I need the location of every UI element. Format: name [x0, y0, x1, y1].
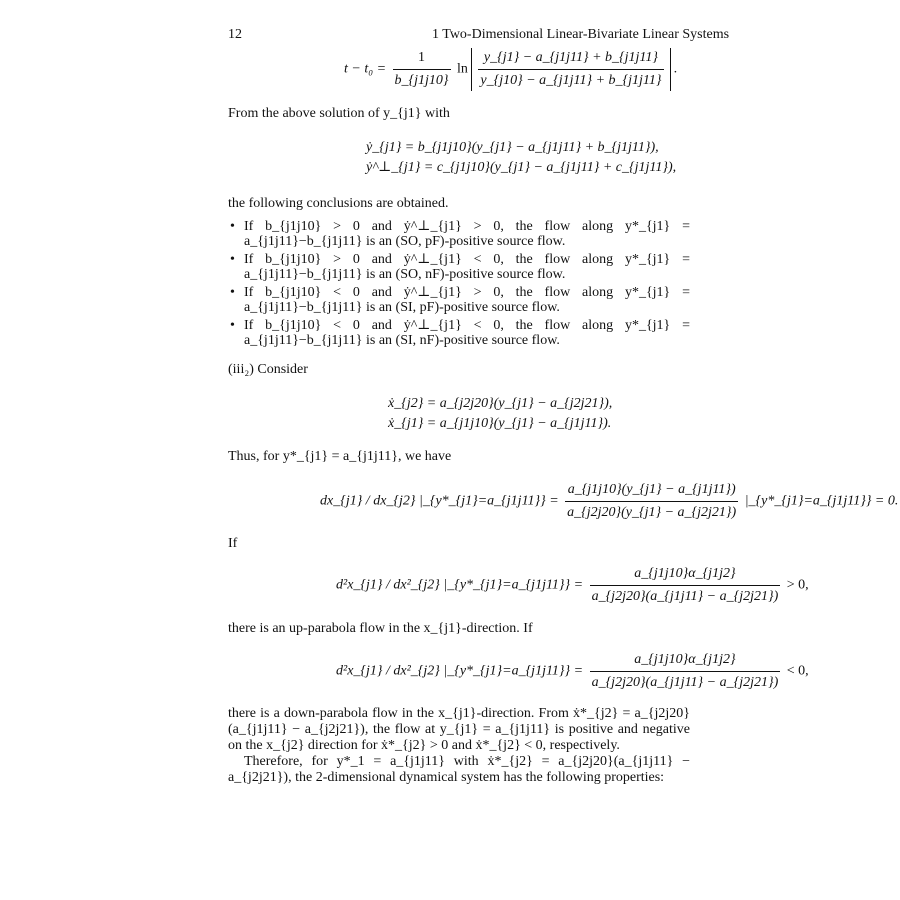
eq5-rhs: > 0,	[786, 577, 809, 593]
eq5-denominator: a_{j2j20}(a_{j1j11} − a_{j2j21})	[591, 589, 779, 604]
eq4-fraction	[565, 480, 738, 523]
eq3-line1: ẋ_{j2} = a_{j2j20}(y_{j1} − a_{j2j21}),	[388, 396, 613, 411]
equation-time-solution	[344, 48, 678, 91]
eq1-abs-fraction	[478, 48, 663, 91]
eq2-line1: ẏ_{j1} = b_{j1j10}(y_{j1} − a_{j1j11} + b_{j1j11}),	[366, 140, 659, 155]
eq4-numerator: a_{j1j10}(y_{j1} − a_{j1j11})	[565, 480, 738, 502]
eq3-line2: ẋ_{j1} = a_{j1j10}(y_{j1} − a_{j1j11}).	[388, 416, 612, 431]
paragraph-consider: (iii₂) Consider	[228, 362, 308, 377]
list-item: • If b_{j1j10} < 0 and ẏ^⊥_{j1} < 0, the flow along y*_{j1} = a_{j1j11}−b_{j1j11} is an (SI, nF)-positive source flow.	[230, 318, 690, 348]
paragraph-therefore: Therefore, for y*_1 = a_{j1j11} with ẋ*_{j2} = a_{j2j20}(a_{j1j11} − a_{j2j21}), the 2-dimensional dynamical system has the following properties:	[228, 754, 690, 785]
eq1-absolute-value	[471, 48, 670, 91]
equation-second-derivative-positive	[336, 564, 809, 607]
paragraph-thus: Thus, for y*_{j1} = a_{j1j11}, we have	[228, 449, 452, 464]
list-item: • If b_{j1j10} < 0 and ẏ^⊥_{j1} > 0, the flow along y*_{j1} = a_{j1j11}−b_{j1j11} is an (SI, pF)-positive source flow.	[230, 285, 690, 315]
list-item: • If b_{j1j10} > 0 and ẏ^⊥_{j1} > 0, the flow along y*_{j1} = a_{j1j11}−b_{j1j11} is an (SO, pF)-positive source flow.	[230, 219, 690, 249]
equation-first-derivative	[320, 480, 898, 523]
eq6-denominator: a_{j2j20}(a_{j1j11} − a_{j2j21})	[591, 675, 779, 690]
paragraph-conclusions: the following conclusions are obtained.	[228, 196, 449, 211]
running-title: 1 Two-Dimensional Linear-Bivariate Linear Systems	[432, 27, 730, 42]
eq1-abs-numerator: y_{j1} − a_{j1j11} + b_{j1j11}	[478, 48, 663, 70]
equation-second-derivative-negative	[336, 650, 809, 693]
eq1-period: .	[674, 61, 678, 77]
conclusions-list	[228, 219, 690, 351]
eq6-rhs: < 0,	[786, 663, 809, 679]
eq6-fraction	[590, 650, 781, 693]
eq5-fraction	[590, 564, 781, 607]
eq5-lhs: d²x_{j1} / dx²_{j2} |_{y*_{j1}=a_{j1j11}} =	[336, 577, 584, 593]
eq1-fraction	[393, 48, 451, 91]
eq4-rhs: |_{y*_{j1}=a_{j1j11}} = 0.	[744, 493, 899, 509]
paragraph-if: If	[228, 536, 238, 551]
eq4-denominator: a_{j2j20}(y_{j1} − a_{j2j21})	[567, 505, 737, 520]
eq5-numerator: a_{j1j10}α_{j1j2}	[590, 564, 781, 586]
eq2-line2: ẏ^⊥_{j1} = c_{j1j10}(y_{j1} − a_{j1j11} + c_{j1j11}),	[366, 160, 677, 175]
eq1-numerator: 1	[393, 48, 451, 70]
eq1-ln: ln	[457, 61, 468, 77]
equation-x-derivatives	[388, 394, 612, 434]
eq6-numerator: a_{j1j10}α_{j1j2}	[590, 650, 781, 672]
paragraph-down-parabola: there is a down-parabola flow in the x_{j1}-direction. From ẋ*_{j2} = a_{j2j20}(a_{j1j11} − a_{j2j21}), the flow at y_{j1} = a_{j1j11} is positive and negative on the x_{j2} direction for ẋ*_{j2} > 0 and ẋ*_{j2} < 0, respectively.	[228, 706, 690, 753]
equation-y-derivatives	[366, 138, 676, 178]
eq6-lhs: d²x_{j1} / dx²_{j2} |_{y*_{j1}=a_{j1j11}} =	[336, 663, 584, 679]
paragraph-solution-intro: From the above solution of y_{j1} with	[228, 106, 450, 121]
list-item: • If b_{j1j10} > 0 and ẏ^⊥_{j1} < 0, the flow along y*_{j1} = a_{j1j11}−b_{j1j11} is an (SO, nF)-positive source flow.	[230, 252, 690, 282]
eq4-lhs: dx_{j1} / dx_{j2} |_{y*_{j1}=a_{j1j11}} =	[320, 493, 559, 509]
eq1-abs-denominator: y_{j10} − a_{j1j11} + b_{j1j11}	[480, 73, 662, 88]
paragraph-up-parabola: there is an up-parabola flow in the x_{j1}-direction. If	[228, 621, 533, 636]
eq1-denominator: b_{j1j10}	[394, 73, 449, 88]
eq1-lhs: t − t₀ =	[344, 61, 387, 77]
page-number: 12	[228, 27, 242, 42]
